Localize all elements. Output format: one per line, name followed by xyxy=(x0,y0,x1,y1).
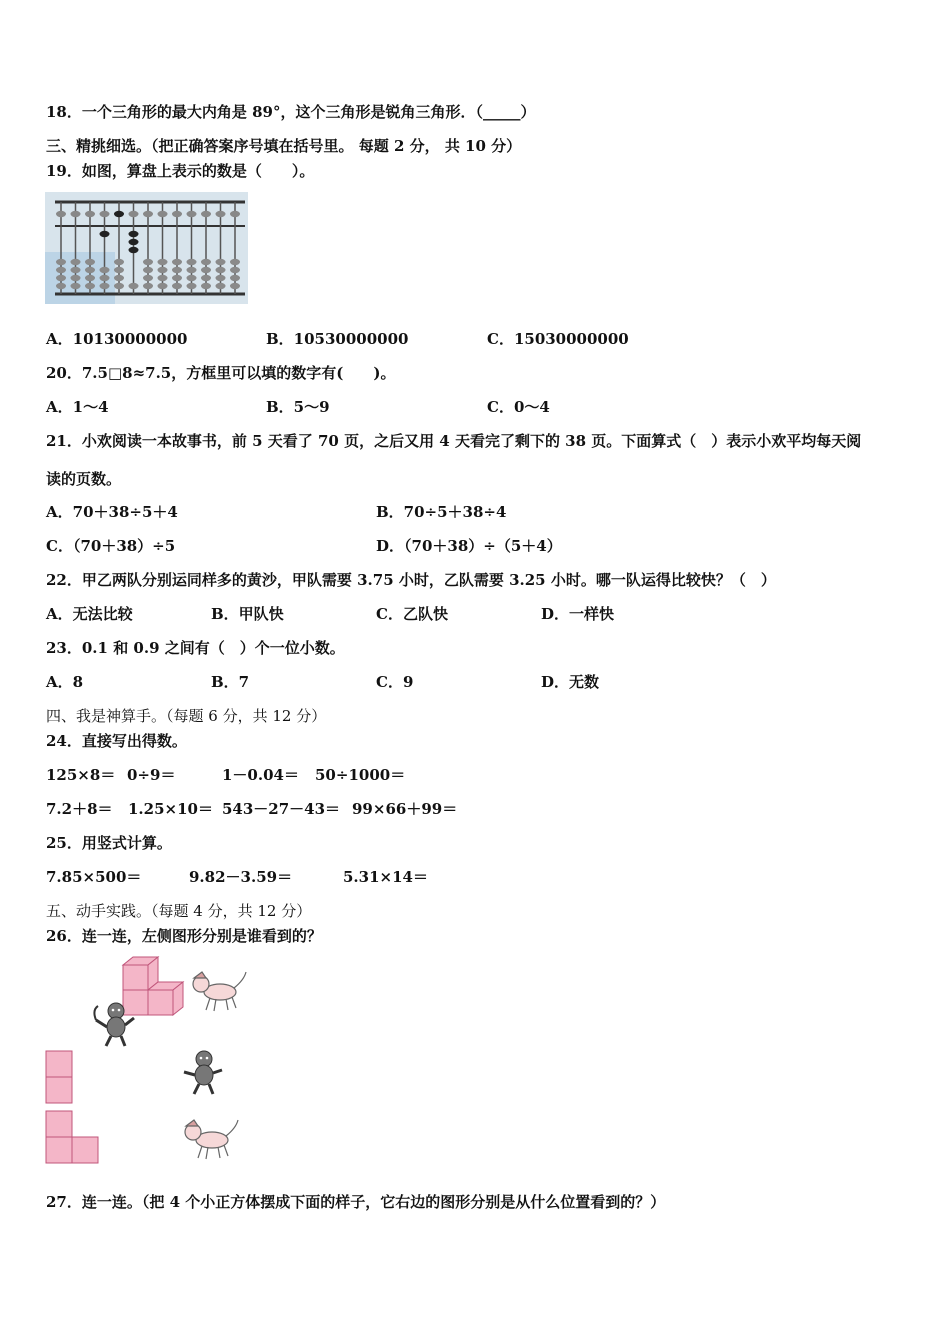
abacus-bead xyxy=(143,267,153,273)
abacus-bead xyxy=(216,259,226,265)
abacus-bead xyxy=(85,283,95,289)
question-27-stem: 27．连一连。（把 4 个小正方体摆成下面的样子，它右边的图形分别是从什么位置看到的？） xyxy=(46,1193,666,1211)
q19-option-b[interactable]: B．10530000000 xyxy=(266,330,409,348)
abacus-bead xyxy=(85,211,95,217)
question-19-stem: 19．如图，算盘上表示的数是（ ）。 xyxy=(46,162,315,180)
abacus-bead xyxy=(100,283,110,289)
abacus-bead xyxy=(129,231,139,237)
abacus-bead xyxy=(71,283,81,289)
abacus-bead xyxy=(143,259,153,265)
dog-icon xyxy=(188,968,248,1014)
abacus-bead xyxy=(114,283,124,289)
q20-option-a[interactable]: A．1～4 xyxy=(46,398,109,416)
front-view-shape-1[interactable] xyxy=(45,1050,75,1104)
abacus-bead xyxy=(172,283,182,289)
abacus-bead xyxy=(230,283,240,289)
section-3-heading: 三、精挑细选。（把正确答案序号填在括号里。 每题 2 分， 共 10 分） xyxy=(46,137,522,155)
section-4-heading: 四、我是神算手。（每题 6 分，共 12 分） xyxy=(46,707,327,725)
abacus-bead xyxy=(230,211,240,217)
abacus-bead xyxy=(187,267,197,273)
q24-item: 99×66＋99＝ xyxy=(352,800,458,818)
q22-option-d[interactable]: D．一样快 xyxy=(541,605,615,623)
abacus-bead xyxy=(230,267,240,273)
abacus-bead xyxy=(129,247,139,253)
abacus-bead xyxy=(56,275,66,281)
abacus-bead xyxy=(216,275,226,281)
abacus-bead xyxy=(143,283,153,289)
abacus-bead xyxy=(71,259,81,265)
q24-item: 543－27－43＝ xyxy=(222,800,341,818)
abacus-bead xyxy=(158,283,168,289)
question-26-stem: 26．连一连，左侧图形分别是谁看到的？ xyxy=(46,927,322,945)
q19-option-c[interactable]: C．15030000000 xyxy=(487,330,629,348)
abacus-bead xyxy=(56,283,66,289)
question-20-stem: 20．7.5□8≈7.5，方框里可以填的数字有( )。 xyxy=(46,364,396,382)
abacus-bead xyxy=(172,259,182,265)
section-5-heading: 五、动手实践。（每题 4 分，共 12 分） xyxy=(46,902,312,920)
abacus-bead xyxy=(71,267,81,273)
abacus-bead xyxy=(216,283,226,289)
abacus-bead xyxy=(56,267,66,273)
abacus-bead xyxy=(100,267,110,273)
abacus-bead xyxy=(187,283,197,289)
q21-option-a[interactable]: A．70＋38÷5＋4 xyxy=(46,503,178,521)
abacus-bead xyxy=(71,211,81,217)
abacus-bead xyxy=(114,259,124,265)
q24-item: 1.25×10＝ xyxy=(128,800,213,818)
q20-option-b[interactable]: B．5～9 xyxy=(266,398,330,416)
monkey-icon[interactable] xyxy=(180,1048,225,1096)
q23-option-a[interactable]: A．8 xyxy=(46,673,84,691)
q23-option-b[interactable]: B．7 xyxy=(211,673,250,691)
abacus-bead xyxy=(114,275,124,281)
question-22-stem: 22．甲乙两队分别运同样多的黄沙，甲队需要 3.75 小时，乙队需要 3.25 小时。哪一队运得比较快？（ ） xyxy=(46,571,776,589)
abacus-bead xyxy=(158,267,168,273)
abacus-bead xyxy=(56,211,66,217)
q25-item: 5.31×14＝ xyxy=(343,868,428,886)
q25-item: 7.85×500＝ xyxy=(46,868,142,886)
abacus-bead xyxy=(129,211,139,217)
q22-option-b[interactable]: B．甲队快 xyxy=(211,605,284,623)
abacus-figure xyxy=(45,192,248,304)
abacus-bead xyxy=(158,259,168,265)
question-24-stem: 24．直接写出得数。 xyxy=(46,732,187,750)
question-23-stem: 23．0.1 和 0.9 之间有（ ）个一位小数。 xyxy=(46,639,345,657)
q23-option-c[interactable]: C．9 xyxy=(376,673,414,691)
question-18: 18．一个三角形的最大内角是 89°，这个三角形是锐角三角形．（_____） xyxy=(46,103,536,121)
abacus-bead xyxy=(216,267,226,273)
abacus-bead xyxy=(172,267,182,273)
abacus-bead xyxy=(201,211,211,217)
abacus-bead xyxy=(187,259,197,265)
abacus-bead xyxy=(230,275,240,281)
q22-option-c[interactable]: C．乙队快 xyxy=(376,605,448,623)
dog-icon[interactable] xyxy=(180,1116,240,1162)
q21-option-b[interactable]: B．70÷5＋38÷4 xyxy=(376,503,507,521)
question-25-stem: 25．用竖式计算。 xyxy=(46,834,172,852)
monkey-icon xyxy=(92,1000,137,1048)
abacus-bead xyxy=(201,259,211,265)
abacus-bead xyxy=(100,211,110,217)
abacus-bead xyxy=(85,275,95,281)
abacus-bead xyxy=(114,267,124,273)
abacus-bead xyxy=(172,211,182,217)
q19-option-a[interactable]: A．10130000000 xyxy=(46,330,188,348)
q21-option-d[interactable]: D．（70＋38）÷（5＋4） xyxy=(376,537,562,555)
abacus-bead xyxy=(230,259,240,265)
abacus-bead xyxy=(100,231,110,237)
q23-option-d[interactable]: D．无数 xyxy=(541,673,600,691)
abacus-bead xyxy=(56,259,66,265)
abacus-bead xyxy=(100,275,110,281)
abacus-bead xyxy=(187,275,197,281)
q20-option-c[interactable]: C．0～4 xyxy=(487,398,550,416)
abacus-bead xyxy=(216,211,226,217)
q24-item: 7.2＋8＝ xyxy=(46,800,113,818)
abacus-bead xyxy=(172,275,182,281)
abacus-bead xyxy=(158,275,168,281)
abacus-bead xyxy=(129,239,139,245)
abacus-bead xyxy=(129,283,139,289)
q25-item: 9.82－3.59＝ xyxy=(189,868,293,886)
q24-item: 125×8＝ xyxy=(46,766,116,784)
question-21-stem-line2: 读的页数。 xyxy=(46,470,122,488)
abacus-bead xyxy=(158,211,168,217)
abacus-bead xyxy=(201,283,211,289)
abacus-bead xyxy=(143,211,153,217)
q24-item: 50÷1000＝ xyxy=(315,766,406,784)
abacus-bead xyxy=(187,211,197,217)
abacus-bead xyxy=(201,267,211,273)
abacus-bead xyxy=(201,275,211,281)
q24-item: 1－0.04＝ xyxy=(222,766,299,784)
abacus-bead xyxy=(71,275,81,281)
abacus-bead xyxy=(114,211,124,217)
abacus-bead xyxy=(143,275,153,281)
question-21-stem-line1: 21．小欢阅读一本故事书，前 5 天看了 70 页，之后又用 4 天看完了剩下的 38 页。下面算式（ ）表示小欢平均每天阅 xyxy=(46,432,862,450)
abacus-bead xyxy=(85,259,95,265)
abacus-bead xyxy=(85,267,95,273)
q22-option-a[interactable]: A．无法比较 xyxy=(46,605,133,623)
side-view-shape-2[interactable] xyxy=(45,1110,99,1164)
q24-item: 0÷9＝ xyxy=(127,766,176,784)
q21-option-c[interactable]: C．（70＋38）÷5 xyxy=(46,537,176,555)
